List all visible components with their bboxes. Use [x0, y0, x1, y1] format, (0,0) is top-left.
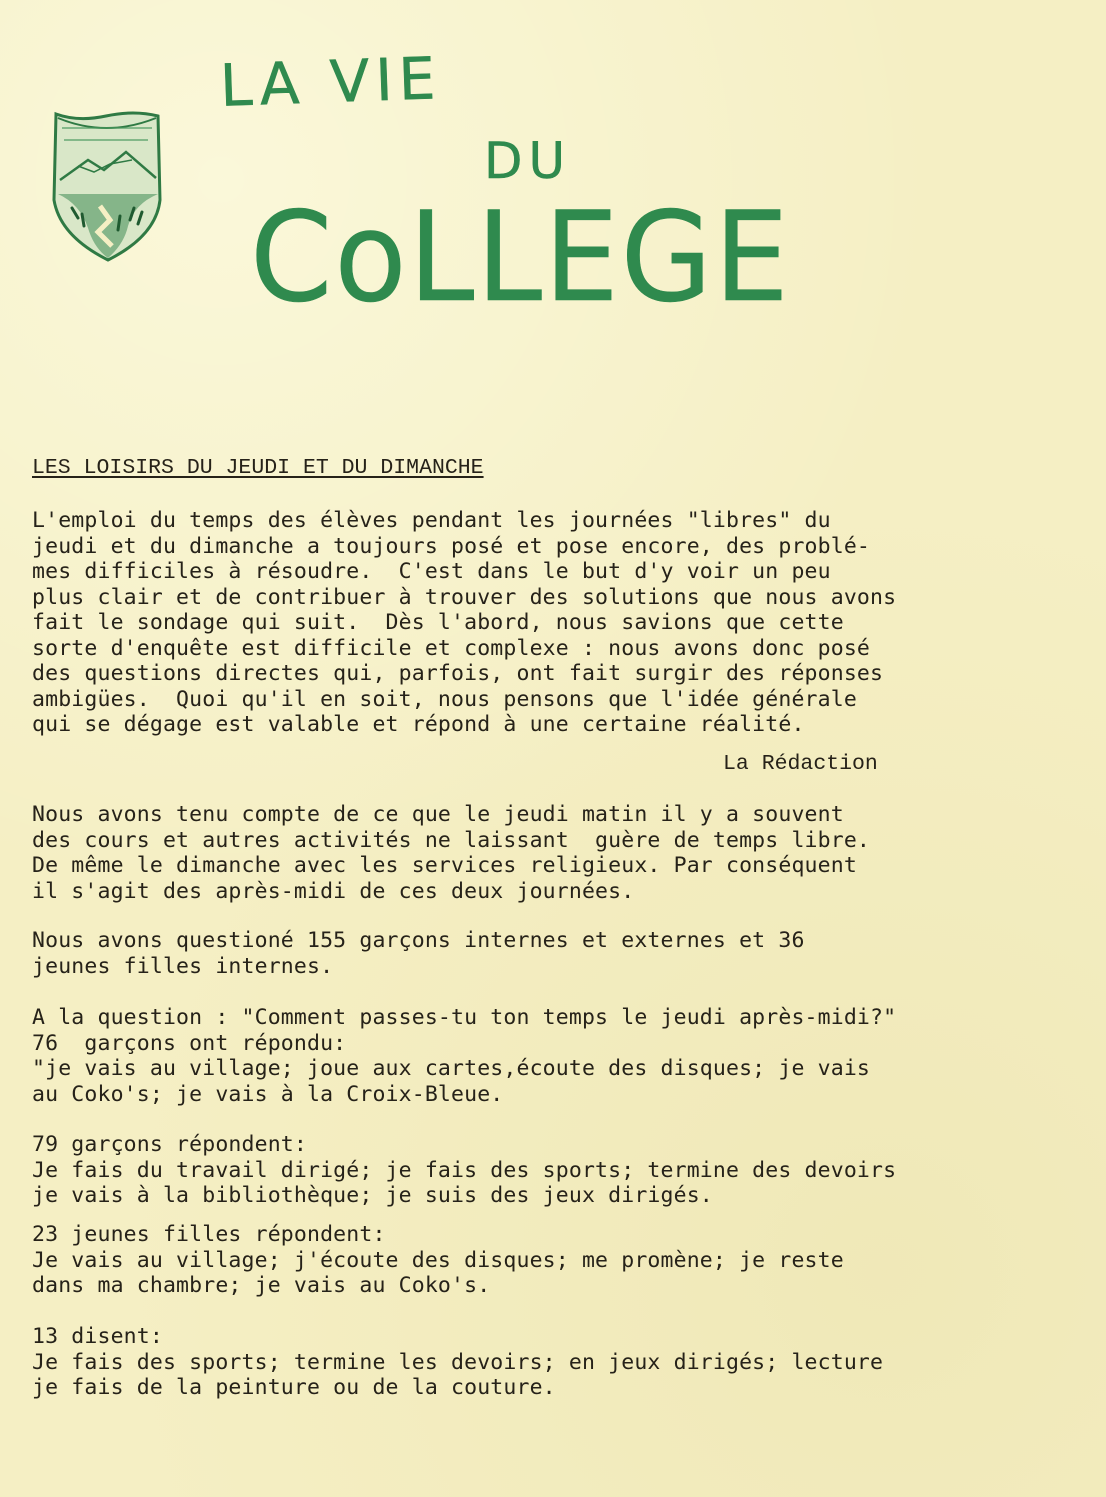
answers-13-girls: 13 disent: Je fais des sports; termine les devoirs; en jeux dirigés; lecture je fais de la peinture ou de la couture. — [32, 1324, 884, 1400]
school-crest-icon — [48, 108, 166, 266]
answers-23-girls: 23 jeunes filles répondent: Je vais au village; j'écoute des disques; me promène; je reste dans ma chambre; je vais au Coko's. — [32, 1222, 844, 1298]
context-paragraph: Nous avons tenu compte de ce que le jeudi matin il y a souvent des cours et autres activités ne laissant guère de temps libre. De même le dimanche avec les services religieux. Par conséquent il s'agit des après-midi de ces deux journées. — [32, 802, 871, 904]
answers-79-boys: 79 garçons répondent: Je fais du travail dirigé; je fais des sports; termine des devoirs je vais à la bibliothèque; je suis des jeux dirigés. — [32, 1132, 897, 1208]
masthead-line-1: LA VIE — [218, 44, 443, 120]
sample-paragraph: Nous avons questioné 155 garçons internes et externes et 36 jeunes filles internes. — [32, 928, 805, 979]
masthead-line-2: DU — [484, 132, 572, 190]
intro-paragraph: L'emploi du temps des élèves pendant les journées "libres" du jeudi et du dimanche a toujours posé et pose encore, des problé- mes difficiles à résoudre. C'est dans le but d'y voir un peu plus clair et de contribuer à trouver des solutions que nous avons fait le sondage qui suit. Dès l'abord, nous savions que cette sorte d'enquête est difficile et complexe : nous avons donc posé des questions directes qui, parfois, ont fait surgir des réponses ambigües. Quoi qu'il en soit, nous pensons que l'idée générale qui se dégage est valable et répond à une certaine réalité. — [32, 508, 897, 737]
masthead — [210, 40, 810, 330]
question-answers-76-boys: A la question : "Comment passes-tu ton temps le jeudi après-midi?" 76 garçons ont répondu: "je vais au village; joue aux cartes,écoute des disques; je vais au Coko's; je vais à la Croix-Bleue. — [32, 1005, 897, 1107]
masthead-line-3: CoLLEGE — [250, 184, 791, 330]
signature: La Rédaction — [723, 752, 878, 776]
article-title: LES LOISIRS DU JEUDI ET DU DIMANCHE — [32, 456, 484, 480]
